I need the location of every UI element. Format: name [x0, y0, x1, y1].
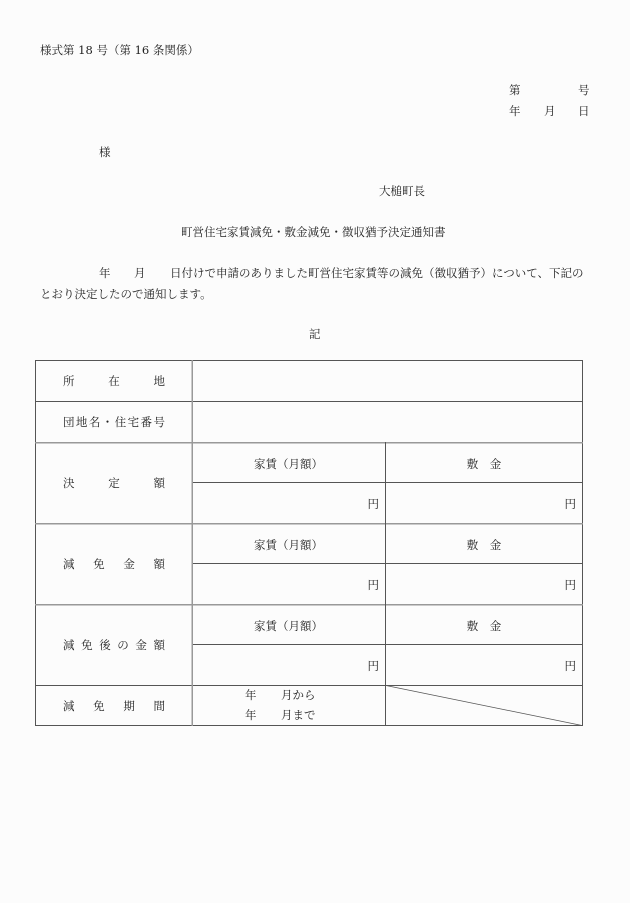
doc-number-prefix: 第: [509, 83, 521, 97]
label-after-reduction-amount: [63, 638, 165, 652]
label-char: 免: [93, 557, 105, 571]
addressee-name-field[interactable]: [35, 143, 95, 159]
ki-heading: 記: [309, 327, 321, 341]
label-char: 免: [93, 699, 105, 713]
label-char: 後: [99, 638, 111, 652]
reduction-rent-unit: 円: [367, 578, 379, 592]
label-char: 額: [153, 557, 165, 571]
date-year-field[interactable]: [480, 102, 508, 118]
label-char: 団: [63, 415, 75, 429]
doc-number-suffix: 号: [578, 83, 590, 97]
label-char: ・: [101, 415, 114, 429]
complex-unit-field[interactable]: [194, 403, 580, 441]
decided-deposit-unit: 円: [564, 497, 576, 511]
label-char: 間: [153, 699, 165, 713]
decided-rent-header: 家賃（月額）: [254, 457, 323, 471]
period-to-month-label: 月まで: [281, 708, 316, 722]
after-deposit-unit: 円: [564, 659, 576, 673]
label-char: 宅: [127, 415, 140, 429]
label-char: 在: [108, 374, 120, 388]
period-from-month-field[interactable]: [260, 687, 280, 704]
label-char: 号: [153, 415, 165, 429]
period-to-year-label: 年: [245, 708, 257, 722]
after-rent-header: 家賃（月額）: [254, 619, 323, 633]
label-char: 期: [123, 699, 135, 713]
label-location: [63, 374, 165, 388]
label-char: 額: [153, 476, 165, 490]
period-from-month-label: 月から: [281, 688, 316, 702]
date-year-label: 年: [509, 104, 521, 118]
label-char: 名: [88, 415, 101, 429]
after-rent-unit: 円: [367, 659, 379, 673]
label-char: 所: [63, 374, 75, 388]
doc-number-field[interactable]: [525, 82, 575, 98]
label-reduction-amount: [63, 557, 165, 571]
label-char: 減: [63, 638, 75, 652]
label-char: 金: [123, 557, 135, 571]
label-char: 免: [81, 638, 93, 652]
label-char: 定: [108, 476, 120, 490]
label-decided-amount: [63, 476, 165, 490]
label-char: 地: [75, 415, 88, 429]
label-char: 減: [63, 699, 75, 713]
label-char: 住: [114, 415, 127, 429]
reduction-deposit-unit: 円: [564, 578, 576, 592]
label-char: 決: [63, 476, 75, 490]
location-field[interactable]: [194, 362, 580, 400]
label-complex-unit: [63, 415, 165, 429]
label-char: の: [117, 638, 129, 652]
body-month-label: 月: [134, 266, 146, 280]
body-text-line2: とおり決定したので通知します。: [40, 287, 212, 301]
reduction-rent-header: 家賃（月額）: [254, 538, 323, 552]
addressee-suffix: 様: [99, 145, 111, 159]
date-day-field[interactable]: [558, 102, 578, 118]
reduction-deposit-header: 敷 金: [466, 538, 502, 552]
period-to-month-field[interactable]: [260, 706, 280, 723]
decided-deposit-header: 敷 金: [466, 457, 502, 471]
label-char: 地: [153, 374, 165, 388]
label-char: 額: [153, 638, 165, 652]
date-day-label: 日: [578, 104, 590, 118]
body-text-line1: 日付けで申請のありました町営住宅家賃等の減免（徴収猶予）について、下記の: [170, 266, 584, 280]
date-month-label: 月: [544, 104, 556, 118]
period-from-year-label: 年: [245, 688, 257, 702]
label-char: 金: [135, 638, 147, 652]
form-number: 様式第 18 号（第 16 条関係）: [40, 43, 199, 57]
date-month-field[interactable]: [523, 102, 543, 118]
period-from-year-field[interactable]: [200, 687, 244, 704]
label-char: 減: [63, 557, 75, 571]
label-char: 番: [140, 415, 153, 429]
decided-rent-unit: 円: [367, 497, 379, 511]
body-year-label: 年: [99, 266, 111, 280]
after-deposit-header: 敷 金: [466, 619, 502, 633]
label-reduction-period: [63, 699, 165, 713]
period-to-year-field[interactable]: [200, 706, 244, 723]
issuer: 大槌町長: [379, 184, 425, 198]
document-title: 町営住宅家賃減免・敷金減免・徴収猶予決定通知書: [181, 225, 446, 239]
